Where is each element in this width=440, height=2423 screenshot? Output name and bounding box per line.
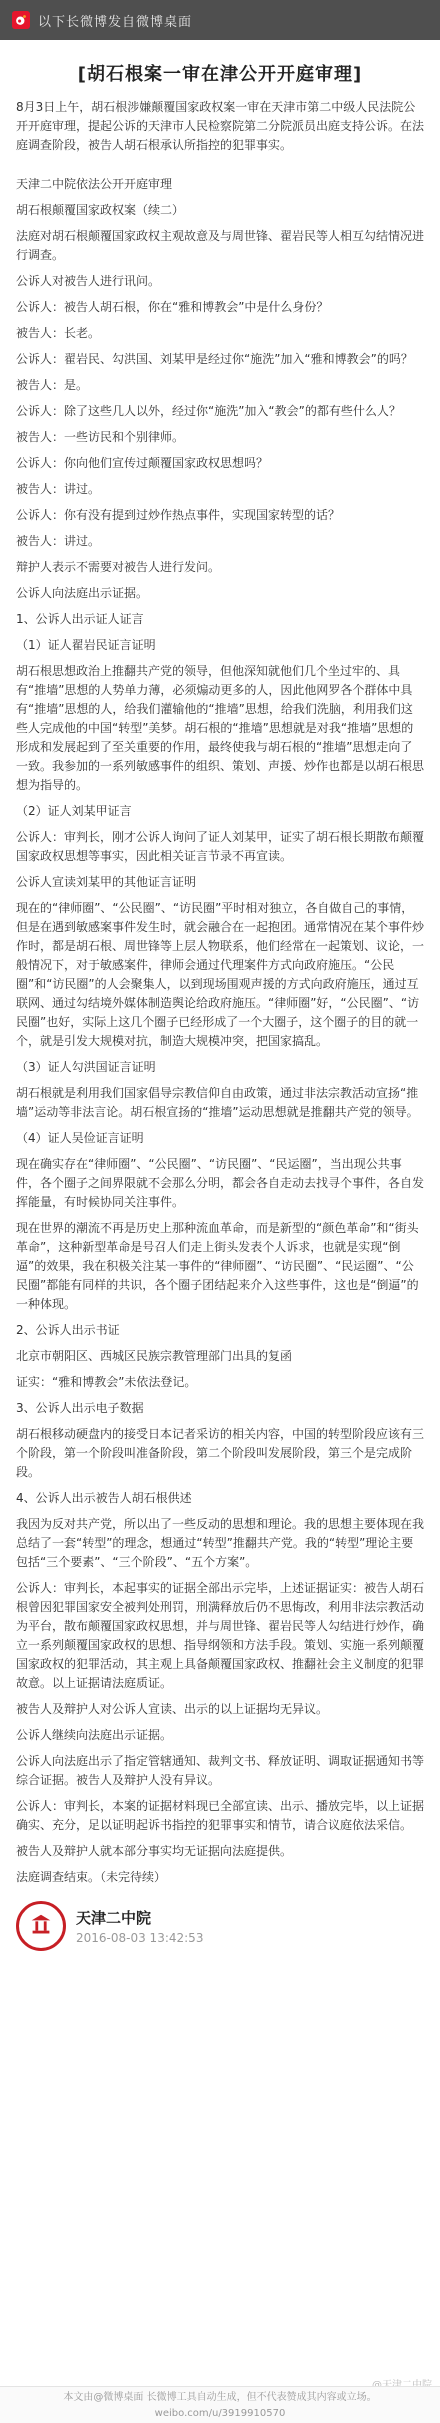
signature-name: 天津二中院 [76,1909,152,1927]
court-seal-icon [16,1901,66,1951]
article-paragraph: 被告人：讲过。 [16,534,101,548]
article-paragraph: 被告人：长老。 [16,326,101,340]
article-paragraph: 1、公诉人出示证人证言 [16,612,144,626]
article-paragraph: 2、公诉人出示书证 [16,1323,120,1337]
article-paragraph: 被告人及辩护人对公诉人宣读、出示的以上证据均无异议。 [16,1702,329,1716]
article-paragraph: 法庭对胡石根颠覆国家政权主观故意及与周世锋、翟岩民等人相互勾结情况进行调查。 [16,229,425,262]
article-paragraph: 公诉人：除了这些几人以外，经过你“施洗”加入“教会”的都有些什么人？ [16,404,401,418]
article-paragraph: （3）证人勾洪国证言证明 [16,1060,156,1074]
weibo-icon [12,11,30,29]
article-paragraph: 胡石根就是利用我们国家倡导宗教信仰自由政策，通过非法宗教活动宣扬“推墙”运动等非法言论。胡石根宣扬的“推墙”运动思想就是推翻共产党的领导。 [16,1086,419,1119]
article-paragraph: 现在的“律师圈”、“公民圈”、“访民圈”平时相对独立，各自做自己的事情，但是在遇到敏感案事件发生时，就会融合在一起抱团。通常情况在某个事件炒作时，都是胡石根、周世锋等上层人物联系，他们经常在一起策划、议论，一般情况下，对于敏感案件，律师会通过代理案件方式向政府施压。“公民圈”和“访民圈”的人会聚集人，以到现场围观声援的方式向政府施压，通过互联网、通过勾结境外媒体制造舆论给政府施压。“律师圈”好，“公民圈”、“访民圈”也好，实际上这几个圈子已经形成了一个大圈子，这个圈子的目的就一个，就是引发大规模对抗，制造大规模冲突，把国家搞乱。 [16,901,425,1048]
article [0,40,440,1951]
article-paragraph: 3、公诉人出示电子数据 [16,1401,144,1415]
article-paragraph: 现在世界的潮流不再是历史上那种流血革命，而是新型的“颜色革命”和“街头革命”，这种新型革命是号召人们走上街头发表个人诉求，也就是实现“倒逼”的效果，我在积极关注某一事件的“律师圈”、“访民圈”、“民运圈”、“公民圈”都能有同样的共识，各个圈子团结起来介入这些事件，这也是“倒逼”的一种体现。 [16,1221,419,1311]
article-paragraph: 公诉人：你有没有提到过炒作热点事件，实现国家转型的话？ [16,508,341,522]
article-body [16,175,424,1887]
article-paragraph: 胡石根颠覆国家政权案（续二） [16,203,185,217]
article-intro: 8月3日上午，胡石根涉嫌颠覆国家政权案一审在天津市第二中级人民法院公开开庭审理，提起公诉的天津市人民检察院第二分院派员出庭支持公诉。在法庭调查阶段，被告人胡石根承认所指控的犯罪事实。 [16,100,425,152]
article-paragraph: （4）证人吴俭证言证明 [16,1131,144,1145]
footer-url[interactable]: weibo.com/u/3919910570 [154,2408,286,2419]
article-paragraph: 公诉人：审判长，本案的证据材料现已全部宣读、出示、播放完毕，以上证据确实、充分，足以证明起诉书指控的犯罪事实和情节，请合议庭依法采信。 [16,1799,425,1832]
footer-disclaimer: 本文由@微博桌面 长微博工具自动生成，但不代表赞成其内容或立场。 [63,2392,377,2403]
article-paragraph: 现在确实存在“律师圈”、“公民圈”、“访民圈”、“民运圈”，当出现公共事件，各个圈子之间界限就不会那么分明，都会各自走动去找寻个事件，各自发挥能量，有时候协同关注事件。 [16,1157,425,1209]
article-paragraph: 法庭调查结束。（未完待续） [16,1870,167,1884]
article-paragraph: 公诉人宣读刘某甲的其他证言证明 [16,875,197,889]
article-paragraph: 公诉人：审判长，本起事实的证据全部出示完毕，上述证据证实：被告人胡石根曾因犯罪国家安全被判处刑罚，刑满释放后仍不思悔改，利用非法宗教活动为平台，散布颠覆国家政权思想，并与周世锋、翟岩民等人勾结进行炒作，确立一系列颠覆国家政权的思想、指导纲领和方法手段。策划、实施一系列颠覆国家政权的犯罪活动，其主观上具备颠覆国家政权、推翻社会主义制度的犯罪故意。以上证据请法庭质证。 [16,1581,425,1690]
article-paragraph: 胡石根移动硬盘内的接受日本记者采访的相关内容，中国的转型阶段应该有三个阶段，第一个阶段叫准备阶段，第二个阶段叫发展阶段，第三个是完成阶段。 [16,1427,425,1479]
article-paragraph: 公诉人：被告人胡石根，你在“雅和博教会”中是什么身份？ [16,300,329,314]
article-paragraph: 被告人及辩护人就本部分事实均无证据向法庭提供。 [16,1844,293,1858]
article-paragraph: 我因为反对共产党，所以出了一些反动的思想和理论。我的思想主要体现在我总结了一套“转型”的理念，想通过“转型”推翻共产党。我的“转型”理论主要包括“三个要素”、“三个阶段”、“五个方案”。 [16,1517,425,1569]
article-paragraph: 被告人：是。 [16,378,89,392]
article-paragraph: 被告人：讲过。 [16,482,101,496]
article-headline: [胡石根案一审在津公开开庭审理] [77,64,363,85]
article-paragraph: 公诉人：你向他们宣传过颠覆国家政权思想吗？ [16,456,269,470]
article-paragraph: 公诉人向法庭出示证据。 [16,586,149,600]
article-paragraph: 公诉人向法庭出示了指定管辖通知、裁判文书、释放证明、调取证据通知书等综合证据。被告人及辩护人没有异议。 [16,1754,425,1787]
article-paragraph: 公诉人：审判长，刚才公诉人询问了证人刘某甲，证实了胡石根长期散布颠覆国家政权思想等事实，因此相关证言节录不再宣读。 [16,830,425,863]
article-paragraph: 辩护人表示不需要对被告人进行发问。 [16,560,221,574]
article-paragraph: 公诉人：翟岩民、勾洪国、刘某甲是经过你“施洗”加入“雅和博教会”的吗？ [16,352,413,366]
article-paragraph: 北京市朝阳区、西城区民族宗教管理部门出具的复函 [16,1349,293,1363]
article-paragraph: 公诉人继续向法庭出示证据。 [16,1728,173,1742]
article-paragraph: （1）证人翟岩民证言证明 [16,638,156,652]
signature-block [16,1901,424,1951]
top-bar [0,0,440,40]
signature-date: 2016-08-03 13:42:53 [76,1931,204,1945]
article-paragraph: 天津二中院依法公开开庭审理 [16,177,173,191]
top-bar-title: 以下长微博发自微博桌面 [38,14,193,30]
article-paragraph: 证实：“雅和博教会”未依法登记。 [16,1375,197,1389]
article-paragraph: 公诉人对被告人进行讯问。 [16,274,161,288]
article-paragraph: 4、公诉人出示被告人胡石根供述 [16,1491,192,1505]
footer [0,2386,440,2423]
article-paragraph: 被告人：一些访民和个别律师。 [16,430,185,444]
article-paragraph: 胡石根思想政治上推翻共产党的领导，但他深知就他们几个坐过牢的、具有“推墙”思想的人势单力薄，必须煽动更多的人，因此他网罗各个群体中具有“推墙”思想的人，给我们灌输他的“推墙”思想，给我们洗脑，利用我们这些人完成他的中国“转型”美梦。胡石根的“推墙”思想就是对我“推墙”思想的形成和发展起到了至关重要的作用，最终使我与胡石根的“推墙”思想走向了一致。我参加的一系列敏感事件的组织、策划、声援、炒作也都是以胡石根思想为指导的。 [16,664,425,792]
article-paragraph: （2）证人刘某甲证言 [16,804,132,818]
